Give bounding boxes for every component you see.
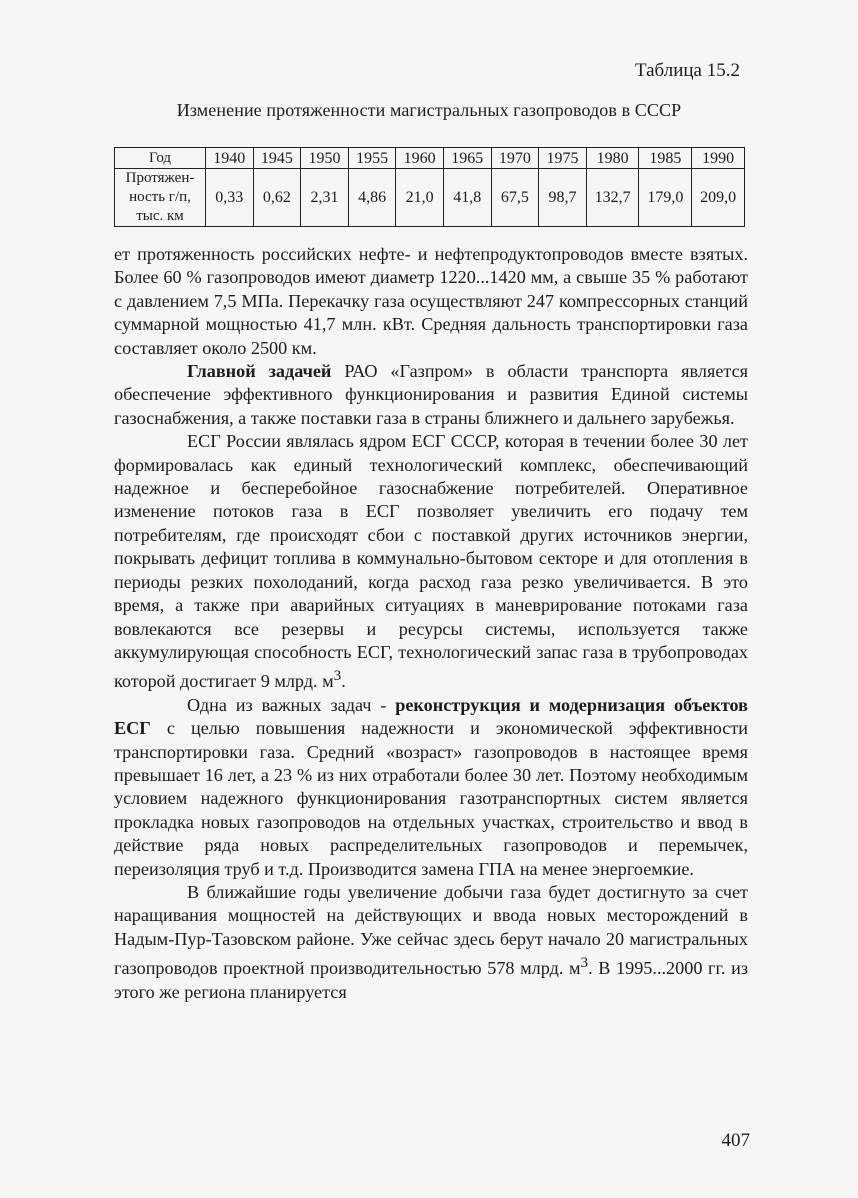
bold-phrase: реконструкция и модернизация объектов ЕСГ (114, 694, 749, 739)
paragraph-text: с целью повышения надежности и экономической эффективности транспортировки газа. Средний «возраст» газопроводов в настоящее время превышает 16 лет, а 23 % из них отработали более 30 лет. Поэтому необходимым условием надежного функционирования газотранспортных систем является прокладка новых газопроводов на отдельных участках, строительство и ввод в действие ряда новых распределительных газопроводов и перемычек, переизоляция труб и т.д. Производится замена ГПА на менее энергоемкие. (114, 718, 748, 879)
header-label-cell: Год (115, 148, 206, 169)
value-cell: 21,0 (396, 169, 444, 227)
table-header-row (115, 148, 745, 169)
value-cell: 41,8 (443, 169, 491, 227)
year-cell: 1965 (443, 148, 491, 169)
paragraph-continuation: ет протяженность российских нефте- и нефтепродуктопроводов вместе взятых. Более 60 % газопроводов имеют диаметр 1220...1420 мм, а свыше 35 % работают с давлением 7,5 МПа. Перекачку газа осуществляют 247 компрессорных станций суммарной мощностью 41,7 млн. кВт. Средняя дальность транспортировки газа составляет около 2500 км. (114, 244, 748, 358)
year-cell: 1985 (639, 148, 692, 169)
row-label-cell (115, 169, 206, 227)
paragraph-near-years (114, 881, 748, 1004)
value-cell: 0,62 (253, 169, 301, 227)
value-cell: 0,33 (206, 169, 254, 227)
year-cell: 1940 (206, 148, 254, 169)
year-cell: 1980 (586, 148, 639, 169)
table-title: Изменение протяженности магистральных газопроводов в СССР (176, 100, 682, 120)
paragraph-text: РАО «Газпром» в области транспорта является обеспечение эффективного функционирования и развития Единой системы газоснабжения, а также поставки газа в страны ближнего и дальнего зарубежья. (114, 361, 749, 428)
year-cell: 1990 (692, 148, 745, 169)
value-cell: 132,7 (586, 169, 639, 227)
year-cell: 1955 (348, 148, 396, 169)
year-cell: 1970 (491, 148, 539, 169)
row-label-line: Протяжен- (125, 170, 195, 186)
paragraph-text: . В 1995...2000 гг. из этого же региона планируется (114, 958, 749, 1002)
paragraph-reconstruction (114, 694, 748, 881)
year-cell: 1960 (396, 148, 444, 169)
row-label-line: ность г/п, (129, 189, 191, 205)
paragraph-text: . (341, 671, 346, 692)
paragraph-text: ЕСГ России являлась ядром ЕСГ СССР, которая в течении более 30 лет формировалась как единый технологический комплекс, обеспечивающий надежное и бесперебойное газоснабжение потребителей. Оперативное изменение потоков газа в ЕСГ позволяет увеличить его подачу тем потребителям, где происходят сбои с поставкой других источников энергии, покрывать дефицит топлива в коммунально-бытовом секторе и для отопления в периоды резких похолоданий, когда расход газа резко увеличивается. В это время, а также при аварийных ситуациях в маневрирование потоками газа вовлекаются все резервы и ресурсы системы, используется также аккумулирующая способность ЕСГ, технологический запас газа в трубопроводах которой достигает 9 млрд. м (114, 431, 748, 692)
value-cell: 67,5 (491, 169, 539, 227)
value-cell: 98,7 (539, 169, 587, 227)
bold-phrase: Главной задачей (187, 361, 332, 382)
value-cell: 4,86 (348, 169, 396, 227)
year-cell: 1945 (253, 148, 301, 169)
year-cell: 1975 (539, 148, 587, 169)
paragraph-text: В ближайшие годы увеличение добычи газа будет достигнуто за счет наращивания мощностей на действующих и ввода новых месторождений в Надым-Пур-Тазовском районе. Уже сейчас здесь берут начало 20 магистральных газопроводов проектной производительностью 578 млрд. м (114, 882, 748, 979)
table-value-row (115, 169, 745, 227)
value-cell: 179,0 (639, 169, 692, 227)
value-cell: 2,31 (301, 169, 349, 227)
value-cell: 209,0 (692, 169, 745, 227)
paragraph-text: Одна из важных задач - (187, 694, 396, 715)
paragraph-esg-russia (114, 430, 748, 694)
superscript: 3 (333, 667, 342, 685)
row-label-line: тыс. км (136, 208, 184, 224)
paragraph-main-task (114, 360, 748, 430)
body-text (114, 243, 748, 1004)
page-number: 407 (721, 1130, 750, 1151)
year-cell: 1950 (301, 148, 349, 169)
superscript: 3 (580, 954, 589, 972)
pipeline-length-table (114, 147, 745, 227)
table-number-label: Таблица 15.2 (634, 60, 740, 81)
